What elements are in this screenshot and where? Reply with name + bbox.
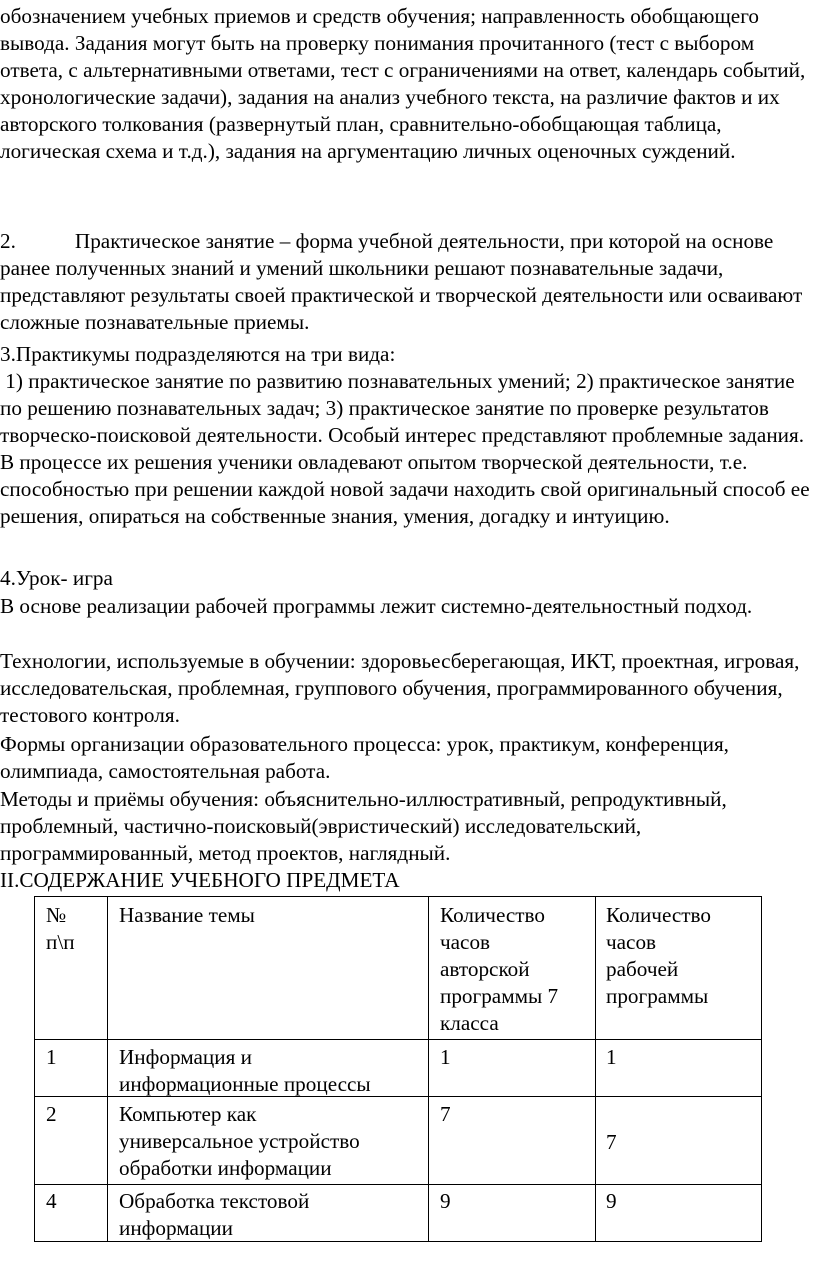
header-work-hours [606, 902, 711, 1010]
header-text: часов [440, 930, 491, 954]
header-text: Количество [606, 903, 712, 927]
row-topic [119, 1101, 360, 1182]
paragraph-forms: Формы организации образовательного процесса: урок, практикум, конференция, олимпиада, самостоятельная работа. [0, 732, 729, 783]
row-topic-line: Информация и [119, 1045, 252, 1069]
row-topic-line: Компьютер как [119, 1102, 257, 1126]
header-text: рабочей [606, 957, 679, 981]
row-topic-line: Обработка текстовой [119, 1189, 310, 1213]
header-text: программы 7 [440, 984, 559, 1008]
row-topic [119, 1188, 309, 1242]
header-text: Название темы [119, 903, 255, 927]
row-author-hours: 7 [440, 1102, 451, 1126]
row-topic-line: универсальное устройство [119, 1129, 360, 1153]
header-author-hours [440, 902, 558, 1037]
paragraph-approach: В основе реализации рабочей программы лежит системно-деятельностный подход. [0, 594, 753, 618]
header-text: авторской [440, 957, 530, 981]
header-text: № [46, 903, 67, 927]
paragraph-methods: Методы и приёмы обучения: объяснительно-иллюстративный, репродуктивный, проблемный, частично-поисковый(эвристический) исследовательский, программированный, метод проектов, наглядный. [0, 787, 727, 865]
header-text: Количество [440, 903, 546, 927]
header-text: часов [606, 930, 657, 954]
list-number: 2. [0, 229, 16, 253]
row-number: 4 [46, 1189, 57, 1213]
paragraph-practical-lesson [0, 228, 816, 336]
row-number: 1 [46, 1045, 57, 1069]
header-text: класса [440, 1011, 499, 1035]
row-topic [119, 1044, 371, 1098]
row-topic-line: информации [119, 1216, 233, 1240]
row-work-hours: 9 [606, 1189, 617, 1213]
header-text: программы [606, 984, 709, 1008]
paragraph-technologies: Технологии, используемые в обучении: здоровьесберегающая, ИКТ, проектная, игровая, исследовательская, проблемная, группового обучения, программированного обучения, тестового контроля. [0, 649, 800, 727]
paragraph-task-types: обозначением учебных приемов и средств обучения; направленность обобщающего вывода. Задания могут быть на проверку понимания прочитанного (тест с выбором ответа, с альтернативными ответами, тест с ограничениями на ответ, календарь событий, хронологические задачи), задания на анализ учебного текста, на различие фактов и их авторского толкования (развернутый план, сравнительно-обобщающая таблица, логическая схема и т.д.), задания на аргументацию личных оценочных суждений. [0, 4, 806, 163]
header-topic-name [119, 902, 255, 929]
header-number [46, 902, 75, 956]
header-text: п\п [46, 930, 75, 954]
row-author-hours: 9 [440, 1189, 451, 1213]
row-topic-line: информационные процессы [119, 1072, 371, 1096]
paragraph-text: Практическое занятие – форма учебной деятельности, при которой на основе ранее полученных знаний и умений школьники решают познавательные задачи, представляют результаты своей практической и творческой деятельности или осваивают сложные познавательные приемы. [0, 229, 803, 334]
paragraph-practicum-types: 3.Практикумы подразделяются на три вида: [0, 342, 396, 366]
row-work-hours: 7 [606, 1130, 617, 1154]
row-number: 2 [46, 1102, 57, 1126]
row-work-hours: 1 [606, 1045, 617, 1069]
section-heading: II.СОДЕРЖАНИЕ УЧЕБНОГО ПРЕДМЕТА [0, 868, 400, 892]
paragraph-lesson-game: 4.Урок- игра [0, 566, 113, 590]
row-author-hours: 1 [440, 1045, 451, 1069]
row-topic-line: обработки информации [119, 1156, 332, 1180]
paragraph-practicum-list: 1) практическое занятие по развитию познавательных умений; 2) практическое занятие по решению познавательных задач; 3) практическое занятие по проверке результатов творческо-поисковой деятельности. Особый интерес представляют проблемные задания. В процессе их решения ученики овладевают опытом творческой деятельности, т.е. способностью при решении каждой новой задачи находить свой оригинальный способ ее решения, опираться на собственные знания, умения, догадку и интуицию. [0, 369, 815, 528]
